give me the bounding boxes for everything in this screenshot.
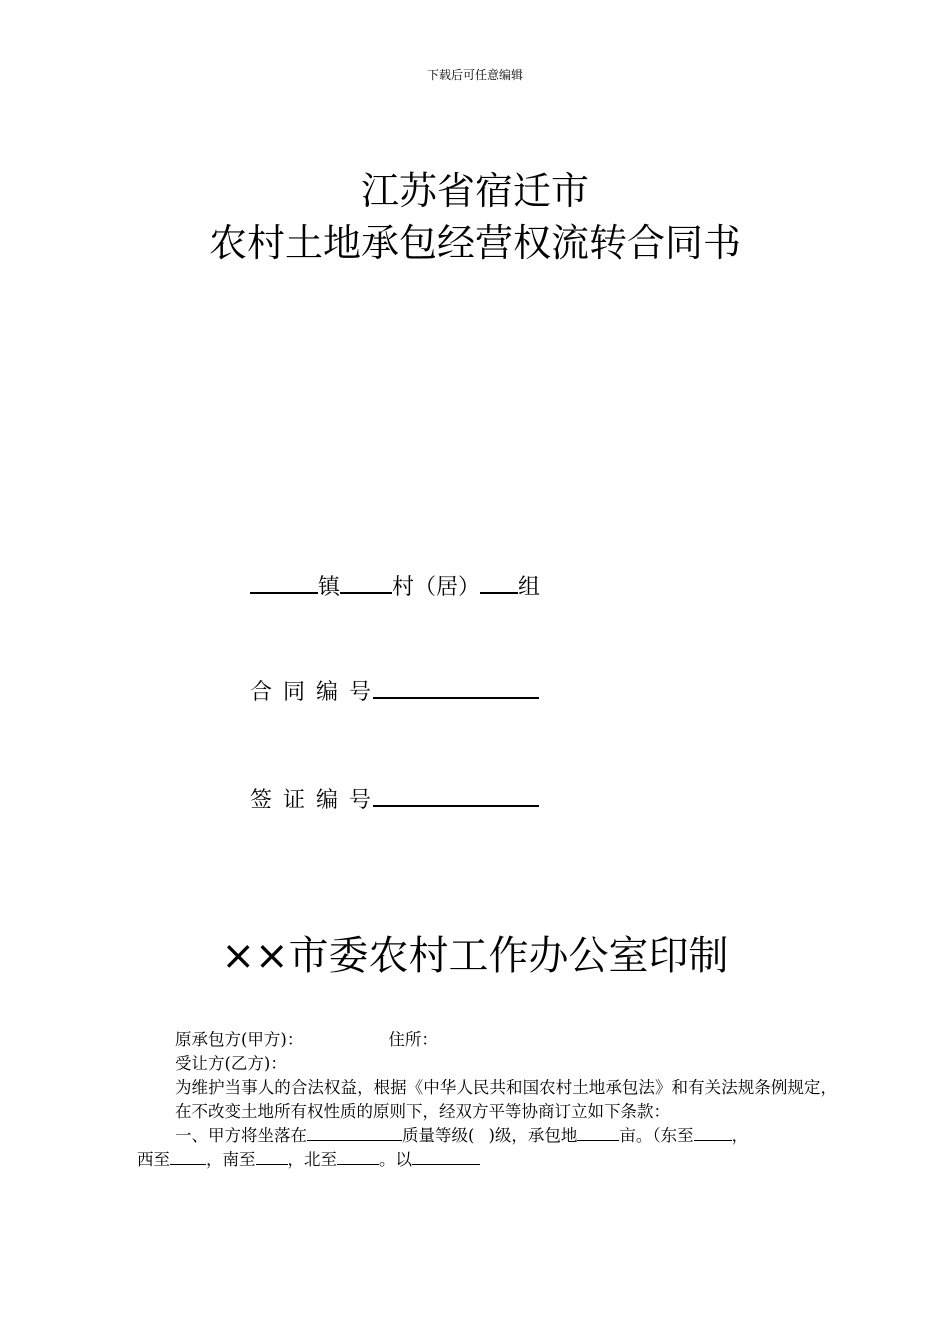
clause-1-text-c: )级，承包地 xyxy=(488,1126,578,1145)
clause-1-text-b: 质量等级( xyxy=(402,1126,475,1145)
village-label: 村（居） xyxy=(392,575,481,600)
west-blank[interactable] xyxy=(170,1148,206,1165)
east-blank[interactable] xyxy=(694,1124,732,1141)
preamble: 为维护当事人的合法权益，根据《中华人民共和国农村土地承包法》和有关法规条例规定，在不改变土地所有权性质的原则下，经双方平等协商订立如下条款： xyxy=(175,1078,837,1121)
location-blank[interactable] xyxy=(307,1124,402,1141)
party-a-label: 原承包方(甲方)： xyxy=(175,1030,304,1049)
contract-number-line xyxy=(250,675,539,706)
party-a-line xyxy=(137,1028,837,1052)
group-label: 组 xyxy=(518,575,541,600)
area-blank[interactable] xyxy=(577,1124,619,1141)
village-blank[interactable] xyxy=(340,570,392,594)
purpose-blank[interactable] xyxy=(412,1148,480,1165)
contract-number-label: 合 同 编 号 xyxy=(250,680,373,705)
clause-1-text-a: 一、甲方将坐落在 xyxy=(175,1126,307,1145)
visa-number-label: 签 证 编 号 xyxy=(250,788,373,813)
clause-1 xyxy=(137,1124,837,1148)
document-title-line1: 江苏省宿迁市 xyxy=(360,169,589,213)
printed-by: ××市委农村工作办公室印制 xyxy=(221,933,729,979)
clause-1-text-e: ， xyxy=(731,1126,749,1145)
clause-1-text-h: ，北至 xyxy=(287,1150,337,1169)
clause-1-text-f: 西至 xyxy=(137,1150,170,1169)
clause-1-text-g: ，南至 xyxy=(206,1150,256,1169)
party-b-label: 受让方(乙方)： xyxy=(175,1054,287,1073)
contract-body xyxy=(137,1028,837,1172)
visa-number-line xyxy=(250,783,539,814)
south-blank[interactable] xyxy=(256,1148,288,1165)
visa-number-blank[interactable] xyxy=(373,783,539,807)
town-blank[interactable] xyxy=(250,570,318,594)
clause-1-text-i: 。以 xyxy=(379,1150,412,1169)
north-blank[interactable] xyxy=(337,1148,379,1165)
town-label: 镇 xyxy=(318,575,341,600)
clause-1-continued xyxy=(137,1148,837,1172)
party-b-line xyxy=(137,1052,837,1076)
header-note: 下载后可任意编辑 xyxy=(426,68,523,82)
document-title-line2: 农村土地承包经营权流转合同书 xyxy=(208,221,741,265)
group-blank[interactable] xyxy=(480,570,518,594)
clause-1-text-d: 亩。（东至 xyxy=(619,1126,694,1145)
contract-number-blank[interactable] xyxy=(373,675,539,699)
location-line xyxy=(250,570,540,601)
address-label: 住所： xyxy=(388,1030,438,1049)
